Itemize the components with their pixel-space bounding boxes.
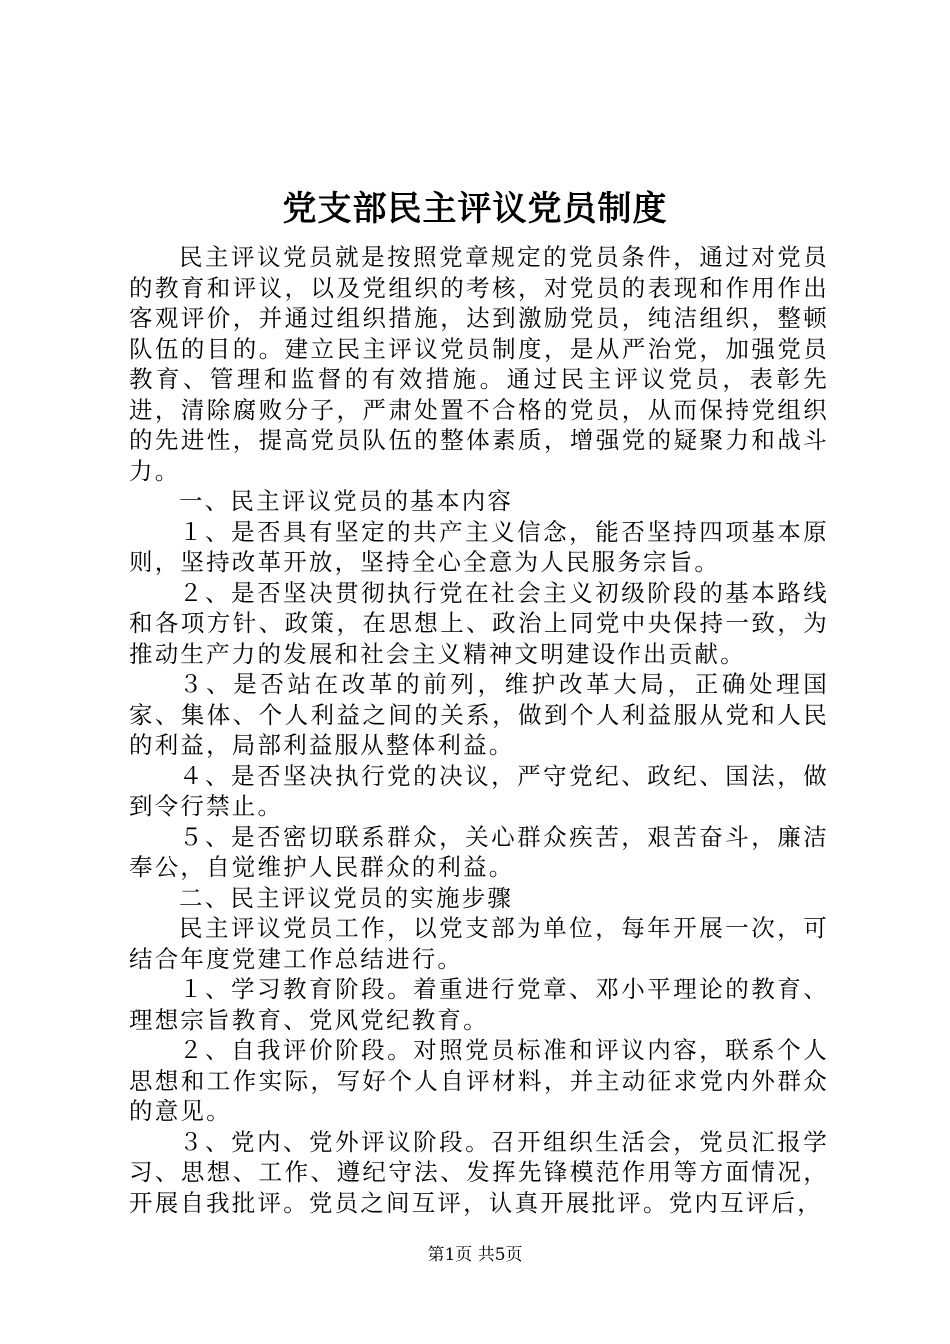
step-item-3: ３、党内、党外评议阶段。召开组织生活会，党员汇报学习、思想、工作、遵纪守法、发挥先锋模范作用等方面情况，开展自我批评。党员之间互评，认真开展批评。党内互评后， bbox=[129, 1127, 829, 1217]
content-item-2: ２、是否坚决贯彻执行党在社会主义初级阶段的基本路线和各项方针、政策，在思想上、政治上同党中央保持一致，为推动生产力的发展和社会主义精神文明建设作出贡献。 bbox=[129, 578, 829, 668]
intro-paragraph: 民主评议党员就是按照党章规定的党员条件，通过对党员的教育和评议，以及党组织的考核，对党员的表现和作用作出客观评价，并通过组织措施，达到激励党员，纯洁组织，整顿队伍的目的。建立民主评议党员制度，是从严治党，加强党员教育、管理和监督的有效措施。通过民主评议党员，表彰先进，清除腐败分子，严肃处置不合格的党员，从而保持党组织的先进性，提高党员队伍的整体素质，增强党的疑聚力和战斗力。 bbox=[129, 243, 829, 485]
content-item-1: １、是否具有坚定的共产主义信念，能否坚持四项基本原则，坚持改革开放，坚持全心全意为人民服务宗旨。 bbox=[129, 517, 829, 576]
content-item-4: ４、是否坚决执行党的决议，严守党纪、政纪、国法，做到令行禁止。 bbox=[129, 761, 829, 820]
step-item-2: ２、自我评价阶段。对照党员标准和评议内容，联系个人思想和工作实际，写好个人自评材料，并主动征求党内外群众的意见。 bbox=[129, 1036, 829, 1125]
content-item-5: ５、是否密切联系群众，关心群众疾苦，艰苦奋斗，廉洁奉公，自觉维护人民群众的利益。 bbox=[129, 822, 829, 881]
document-body bbox=[129, 242, 829, 1218]
document-title: 党支部民主评议党员制度 bbox=[282, 189, 668, 229]
content-item-3: ３、是否站在改革的前列，维护改革大局，正确处理国家、集体、个人利益之间的关系，做到个人利益服从党和人民的利益，局部利益服从整体利益。 bbox=[129, 670, 829, 759]
section-heading-basic-content: 一、民主评议党员的基本内容 bbox=[179, 487, 514, 515]
step-item-1: １、学习教育阶段。着重进行党章、邓小平理论的教育、理想宗旨教育、党风党纪教育。 bbox=[129, 975, 829, 1034]
steps-intro-paragraph: 民主评议党员工作，以党支部为单位，每年开展一次，可结合年度党建工作总结进行。 bbox=[129, 914, 829, 973]
page-number-footer: 第1页 共5页 bbox=[427, 1245, 523, 1265]
section-heading-steps: 二、民主评议党员的实施步骤 bbox=[179, 883, 514, 912]
